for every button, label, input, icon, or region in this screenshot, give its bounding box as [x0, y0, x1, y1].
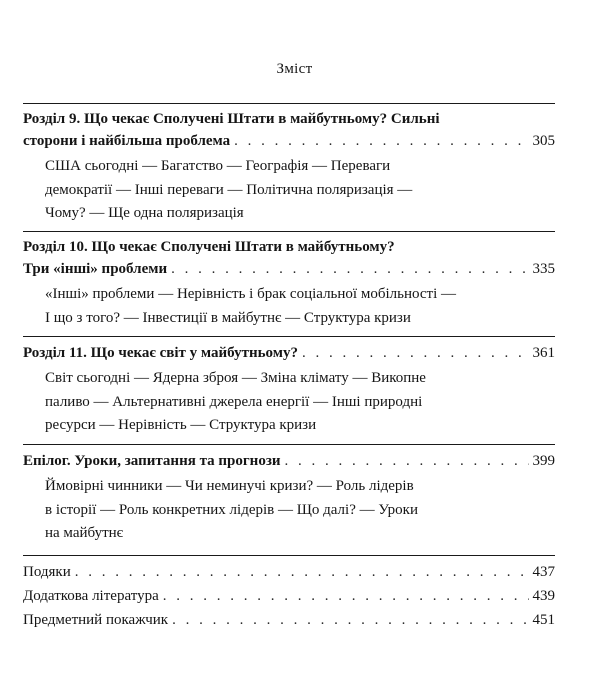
subtopic-line: Чому? — Ще одна поляризація — [45, 205, 244, 221]
section-divider — [23, 555, 555, 556]
subtopic-line: демократії — Інші переваги — Політична поляризація — — [45, 181, 413, 198]
chapter-subtopics — [23, 367, 555, 438]
leader-dots — [284, 454, 528, 469]
leader-dots — [75, 565, 529, 580]
page-number: 335 — [532, 261, 555, 277]
leader-dots — [171, 262, 528, 277]
page-number: 399 — [532, 453, 555, 469]
subtopic-line: І що з того? — Інвестиції в майбутнє — Структура кризи — [45, 309, 411, 326]
page-number: 361 — [532, 345, 555, 361]
chapter-title-line: Три «інші» проблеми — [23, 261, 168, 277]
subtopic-line: на майбутнє — [45, 525, 124, 541]
toc-entry-chapter-10[interactable] — [23, 236, 555, 330]
chapter-title-line: Епілог. Уроки, запитання та прогнози — [23, 453, 281, 469]
chapter-subtopics — [23, 475, 555, 546]
chapter-title-line: Розділ 10. Що чекає Сполучені Штати в майбутньому? — [23, 239, 395, 255]
page-number: 439 — [532, 588, 555, 604]
subtopic-line: Світ сьогодні — Ядерна зброя — Зміна клімату — Викопне — [45, 370, 426, 386]
toc-end-matter — [23, 560, 555, 632]
toc-entry-chapter-11[interactable] — [23, 342, 555, 438]
toc-entry-index[interactable] — [23, 608, 555, 632]
leader-dots — [302, 346, 529, 361]
toc-entry-further-reading[interactable] — [23, 584, 555, 608]
subtopic-line: в історії — Роль конкретних лідерів — Що далі? — Уроки — [45, 501, 418, 518]
page-number: 437 — [532, 564, 555, 580]
leader-dots — [234, 134, 528, 149]
chapter-subtopics — [23, 155, 555, 226]
subtopic-line: ресурси — Нерівність — Структура кризи — [45, 417, 317, 433]
subtopic-line: США сьогодні — Багатство — Географія — Переваги — [45, 158, 391, 174]
leader-dots — [163, 589, 529, 604]
section-divider — [23, 336, 555, 337]
entry-title: Додаткова література — [23, 588, 159, 604]
subtopic-line: «Інші» проблеми — Нерівність і брак соціальної мобільності — — [45, 286, 456, 302]
chapter-title-line: Розділ 9. Що чекає Сполучені Штати в майбутньому? Сильні — [23, 111, 440, 127]
entry-title: Подяки — [23, 564, 71, 580]
toc-heading: Зміст — [276, 61, 313, 77]
chapter-title-line: Розділ 11. Що чекає світ у майбутньому? — [23, 345, 298, 361]
chapter-title-line: сторони і найбільша проблема — [23, 133, 231, 149]
toc-entry-epilogue[interactable] — [23, 450, 555, 546]
chapter-subtopics — [23, 283, 555, 330]
entry-title: Предметний покажчик — [23, 612, 169, 628]
subtopic-line: Ймовірні чинники — Чи неминучі кризи? — Роль лідерів — [45, 478, 414, 494]
leader-dots — [172, 613, 528, 628]
section-divider — [23, 231, 555, 232]
page-number: 305 — [532, 133, 555, 149]
section-divider — [23, 103, 555, 104]
section-divider — [23, 444, 555, 445]
toc-entry-acknowledgements[interactable] — [23, 560, 555, 584]
toc-entry-chapter-9[interactable] — [23, 108, 555, 226]
subtopic-line: паливо — Альтернативні джерела енергії — Інші природні — [45, 393, 423, 410]
page-number: 451 — [532, 612, 555, 628]
